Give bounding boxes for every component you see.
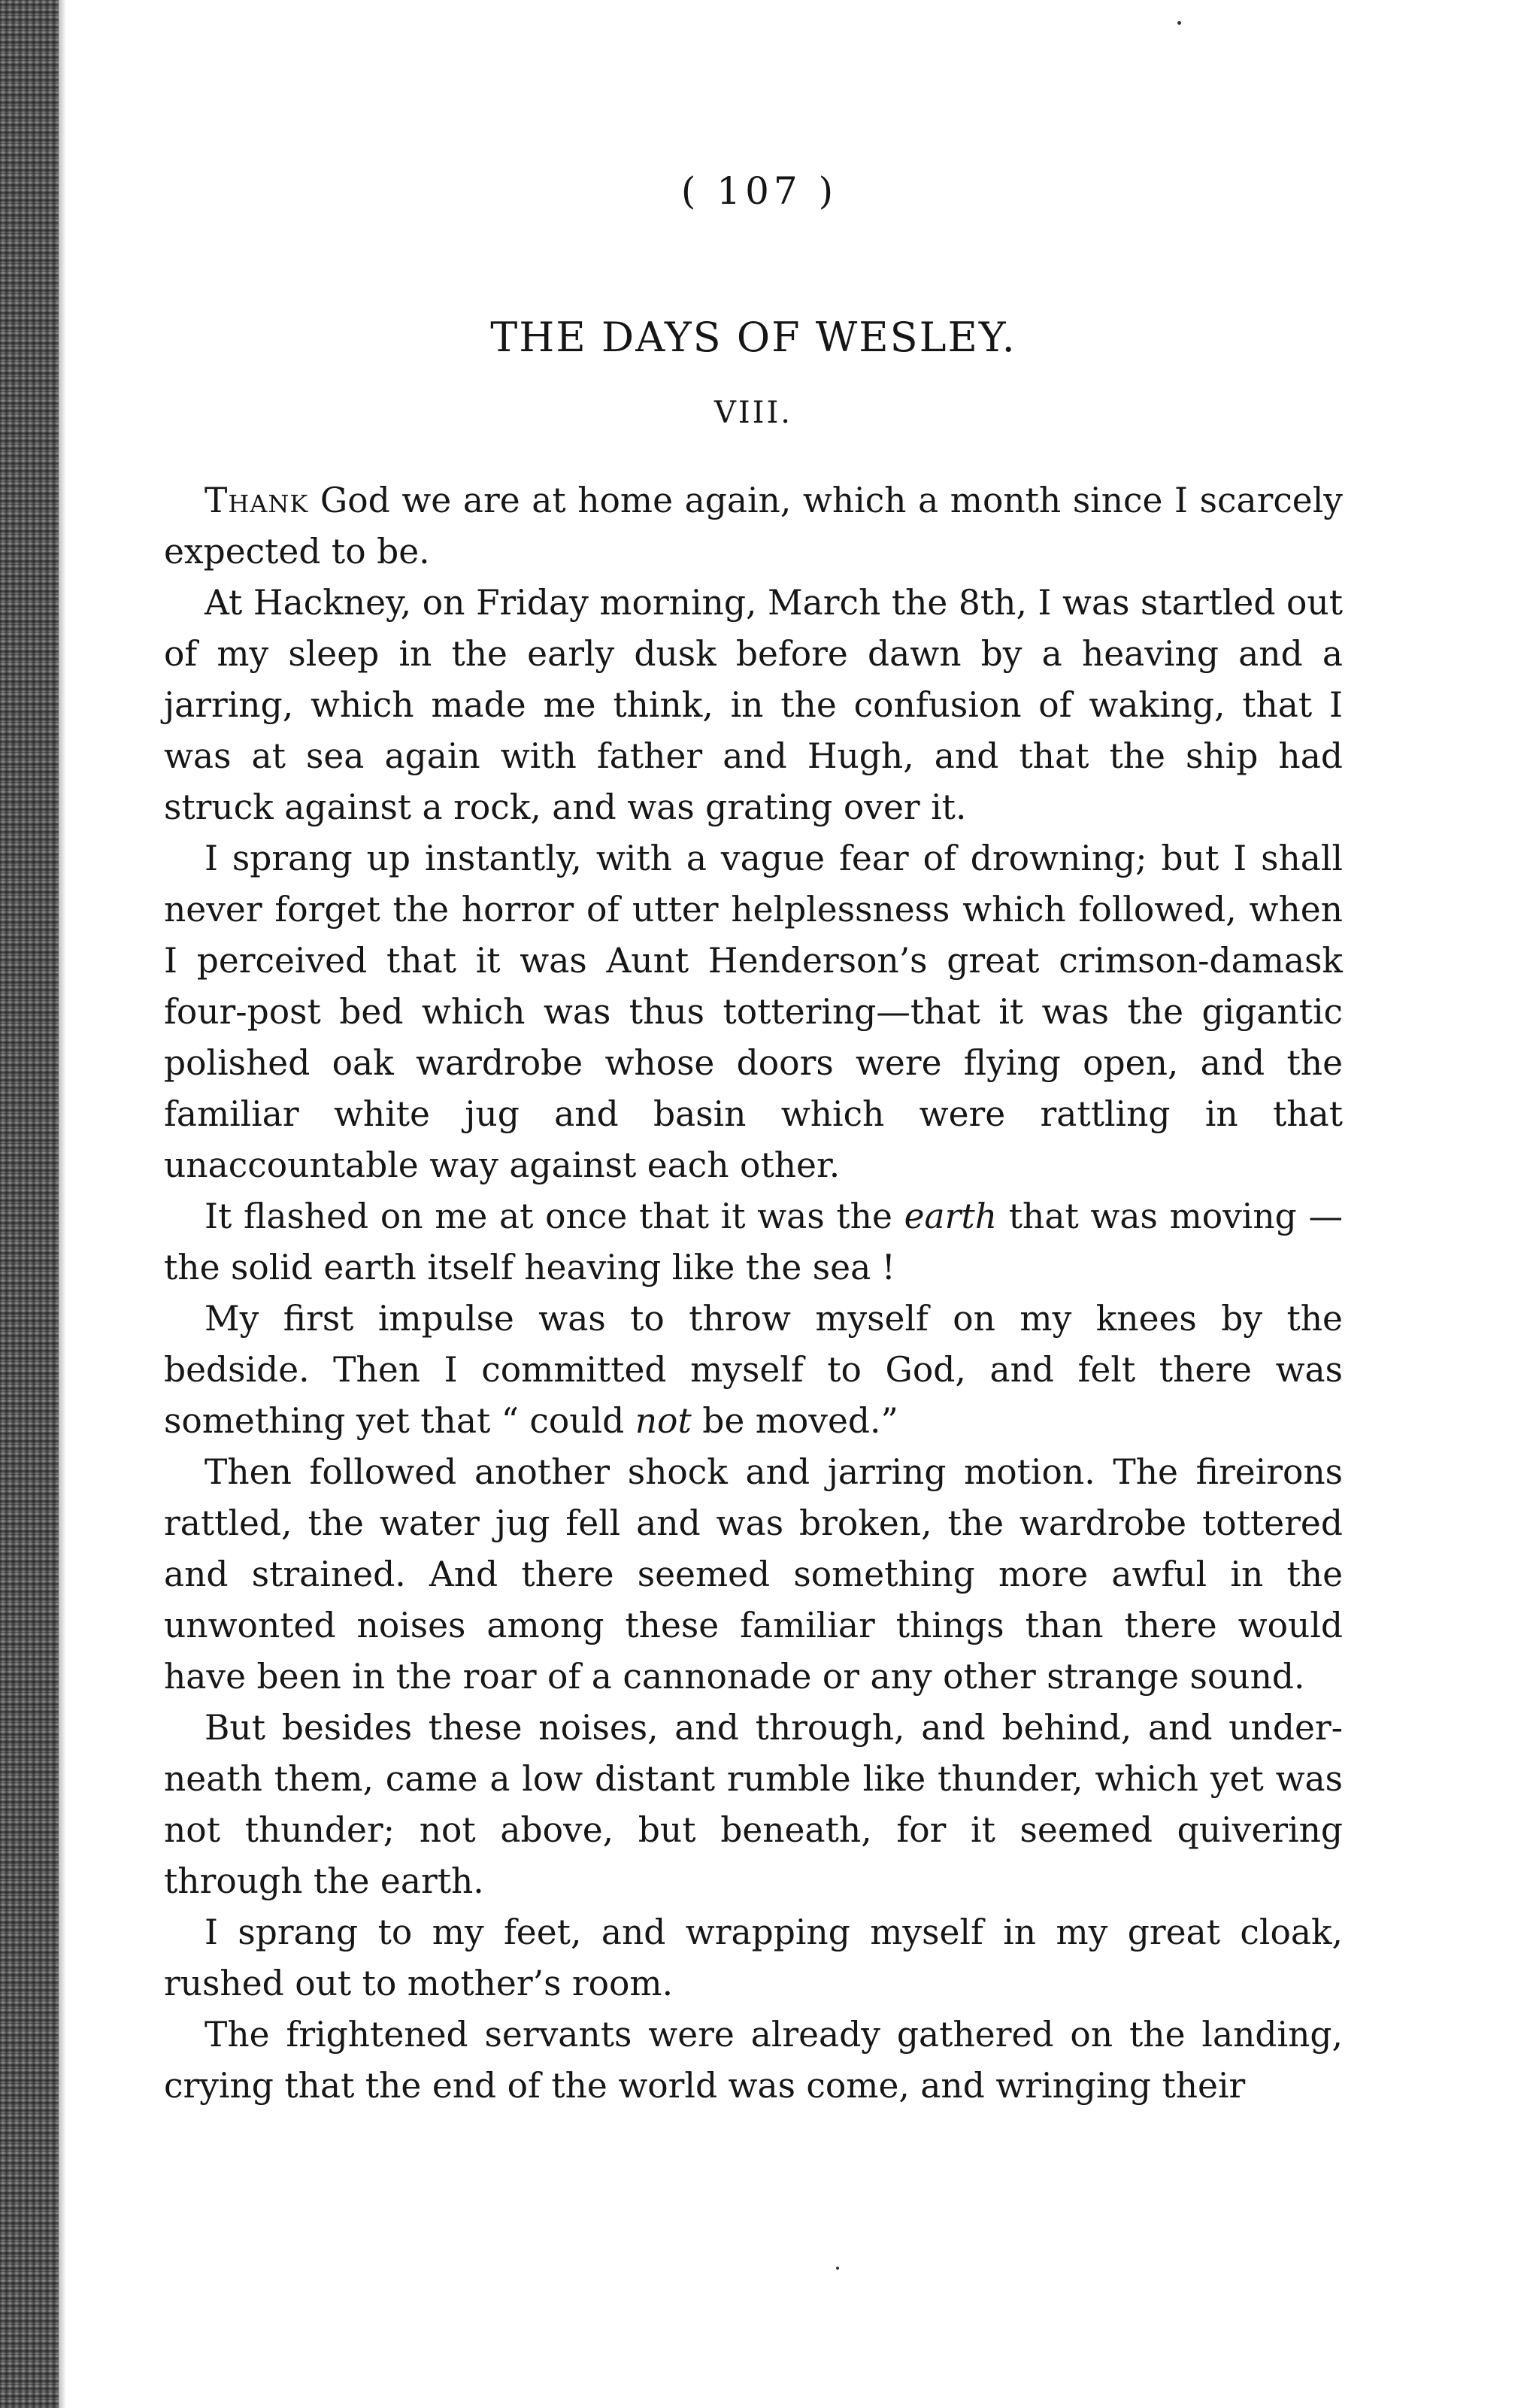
paragraph-3: I sprang up instantly, with a vague fear of drowning; but I shall never forget the horror of utter helplessness which followed, when I perceived that it was Aunt Henderson’s great crimson-damask four-post bed which was thus tottering—that it was the gigantic polished oak wardrobe whose doors were flying open, and the familiar white jug and basin which were rattling in that unaccountable way against each other. — [164, 839, 1343, 1185]
page-number: ( 107 ) — [680, 169, 838, 213]
paragraph-5 — [164, 1293, 1343, 1447]
paragraph-2: At Hackney, on Friday morning, March the 8th, I was startled out of my sleep in the early dusk before dawn by a heaving and a jarring, which made me think, in the confusion of waking, that I was at sea again with father and Hugh, and that the ship had struck against a rock, and was grating over it. — [164, 583, 1343, 827]
body-text — [164, 475, 1343, 2112]
binding-gutter — [0, 0, 59, 2408]
chapter-number: VIII. — [713, 396, 792, 430]
paragraph-text: God we are at home again, which a month since I scarcely expected to be. — [164, 481, 1343, 572]
paragraph-7: But besides these noises, and through, and behind, and underneath them, came a low distant rumble like thunder, which yet was not thunder; not above, but beneath, for it seemed quivering through the earth. — [164, 1708, 1343, 1901]
paragraph-4 — [164, 1191, 1343, 1293]
paragraph-text: My first impulse was to throw myself on my knees by the bedside. Then I committed myself to God, and felt there was something yet that “ could — [164, 1299, 1343, 1441]
paragraph-text: that was moving —the solid earth itself heaving like the sea ! — [164, 1196, 1344, 1287]
opening-word: Thank — [204, 481, 309, 520]
paragraph-text: be moved.” — [691, 1401, 898, 1441]
emphasis: earth — [904, 1196, 998, 1236]
paragraph-8: I sprang to my feet, and wrapping myself in my great cloak, rushed out to mother’s room. — [164, 1912, 1343, 2003]
binding-shadow — [59, 0, 66, 2408]
print-speck — [836, 2267, 839, 2270]
paragraph-6: Then followed another shock and jarring motion. The fireirons rattled, the water jug fell and was broken, the wardrobe tottered and strained. And there seemed something more awful in the unwonted noises among these familiar things than there would have been in the roar of a cannonade or any other strange sound. — [164, 1452, 1343, 1697]
chapter-title: THE DAYS OF WESLEY. — [490, 314, 1016, 361]
print-speck — [1177, 21, 1181, 25]
emphasis: not — [635, 1401, 692, 1441]
book-page — [164, 169, 1343, 2112]
paragraph-text: It flashed on me at once that it was the — [204, 1196, 904, 1236]
paragraph-1 — [164, 475, 1343, 578]
paragraph-9: The frightened servants were already gathered on the landing, crying that the end of the world was come, and wringing their — [164, 2015, 1343, 2106]
